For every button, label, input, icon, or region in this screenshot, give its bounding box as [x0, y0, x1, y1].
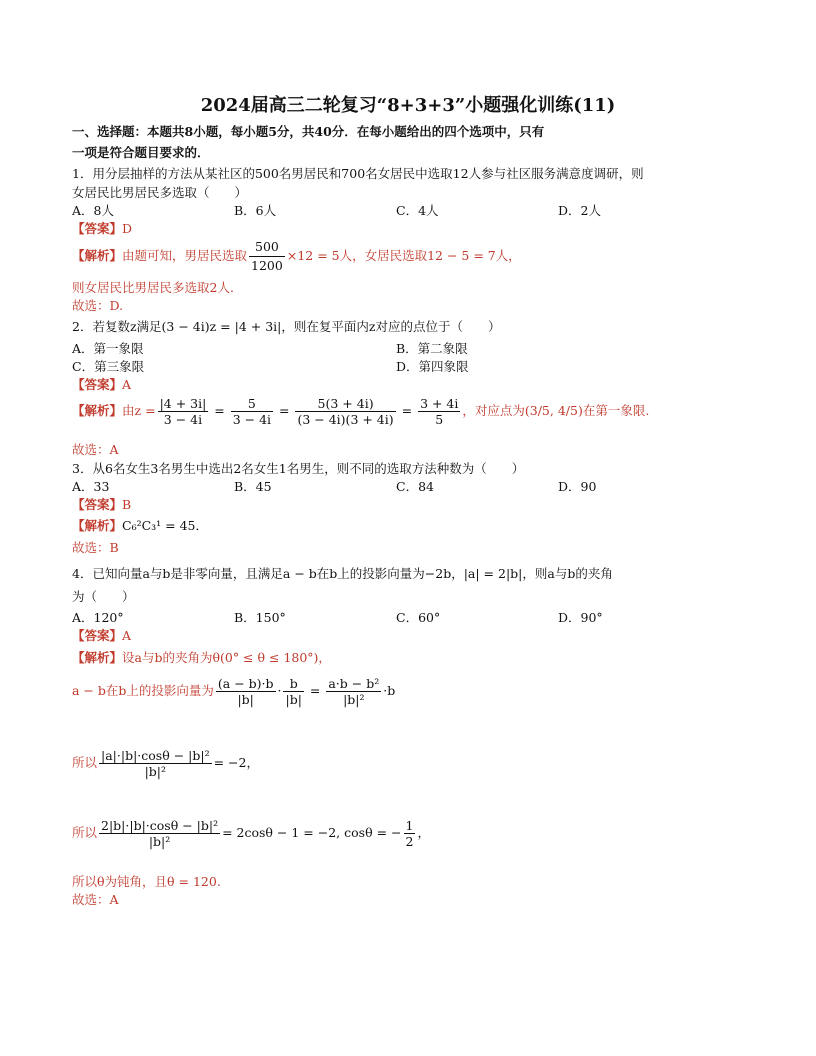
q3-answer-row — [72, 497, 131, 513]
q4-stem-line1: 4．已知向量a与b是非零向量，且满足a − b在b上的投影向量为−2b，|a| = 2|b|，则a与b的夹角 — [72, 566, 613, 581]
section-heading-line1: 一、选择题：本题共8小题，每小题5分，共40分．在每小题给出的四个选项中，只有 — [72, 124, 545, 139]
q1-analysis — [72, 238, 521, 275]
q2-choose: 故选：A — [72, 442, 119, 457]
q4-option-b: B．150° — [234, 610, 286, 625]
q4-proj-frac2-den: |b| — [285, 692, 302, 707]
q1-fraction — [249, 238, 285, 275]
q2-option-c: C．第三象限 — [72, 359, 145, 374]
q4-so2-half-num: 1 — [405, 818, 414, 833]
q4-projection: a − b在b上的投影向量为 $\frac{(a - b)\cdot b}{|b|}$ · $\frac{b}{|b|}$ = $\frac{\text{a·b − b²}}{\text{|b|²}}$ ·b — [72, 676, 396, 707]
q2-stem: 2．若复数z满足(3 − 4i)z = |4 + 3i|，则在复平面内z对应的点位于（ ） — [72, 319, 501, 334]
analysis-label: 【解析】 — [72, 518, 123, 533]
page-title: 2024届高三二轮复习“8+3+3”小题强化训练(11) — [200, 95, 616, 116]
q4-so1-num: |a|·|b|·cosθ − |b|² — [101, 748, 210, 763]
answer-label: 【答案】 — [72, 221, 123, 236]
q4-so1 — [72, 748, 259, 779]
q1-analysis-pre: 由题可知，男居民选取 — [122, 248, 248, 263]
answer-label: 【答案】 — [72, 377, 123, 392]
q4-proj-frac1-den: |b| — [237, 692, 254, 707]
q3-option-a: A．33 — [72, 479, 110, 494]
analysis-label: 【解析】 — [72, 650, 123, 665]
q2-analysis: 【解析】由z = $\frac{|4 + 3i|}{3 - 4i}$ = $\frac{5}{3 - 4i}$ = $\frac{5(3 + 4i)}{(3 - 4i)(3 + 4i)}$ = $\frac{3 + 4i}{5}$ ，对应点为(3/5, 4/5)在第一象限. — [72, 396, 650, 427]
q1-answer-row — [72, 221, 132, 237]
q2-frac4-num: 3 + 4i — [420, 396, 459, 411]
q4-analysis-line1: 设a与b的夹角为θ(0° ≤ θ ≤ 180°)， — [122, 650, 331, 665]
q4-proj-frac3-num: a·b − b² — [328, 676, 380, 691]
q2-frac3-den: (3 − 4i)(3 + 4i) — [297, 412, 394, 427]
q4-answer: A — [122, 628, 132, 643]
q4-so2-pre: 所以 — [72, 825, 98, 840]
q2-answer-row — [72, 377, 131, 393]
q3-analysis: C₆²C₃¹ = 45． — [122, 518, 209, 533]
q3-stem: 3．从6名女生3名男生中选出2名女生1名男生，则不同的选取方法种数为（ ） — [72, 461, 525, 476]
q4-proj-pre: a − b在b上的投影向量为 — [72, 683, 214, 698]
q4-so2-end: ， — [417, 825, 430, 840]
q1-option-c: C．4人 — [396, 203, 439, 218]
q4-proj-post: ·b — [383, 683, 396, 698]
q3-answer: B — [122, 497, 132, 512]
q2-frac3 — [295, 396, 395, 427]
q4-proj-frac2-num: b — [283, 676, 303, 692]
q2-option-a: A．第一象限 — [72, 341, 144, 356]
q1-analysis-line2: 则女居民比男居民多选取2人. — [72, 280, 234, 295]
q4-so2-half-den: 2 — [405, 834, 414, 849]
q2-option-d: D．第四象限 — [396, 359, 469, 374]
q2-frac2-num: 5 — [231, 396, 273, 412]
q2-frac1 — [158, 396, 209, 427]
q4-so2-num: 2|b|·|b|·cosθ − |b|² — [101, 818, 219, 833]
q4-choose: 故选：A — [72, 892, 119, 907]
q1-stem-line2: 女居民比男居民多选取（ ） — [72, 185, 248, 200]
q2-option-b: B．第二象限 — [396, 341, 468, 356]
q1-analysis-mid: ×12 = 5人，女居民选取12 − 5 = 7人， — [286, 248, 521, 263]
q2-analysis-pre: 由z = — [122, 403, 156, 418]
q4-answer-row — [72, 628, 131, 644]
q1-choose: 故选：D. — [72, 298, 124, 313]
q4-proj-frac3 — [326, 676, 381, 707]
q4-option-c: C．60° — [396, 610, 441, 625]
q3-option-b: B．45 — [234, 479, 272, 494]
q2-frac4 — [418, 396, 460, 427]
q4-proj-frac3-den: |b|² — [343, 692, 365, 707]
analysis-label: 【解析】 — [72, 403, 123, 418]
q4-stem-line2: 为（ ） — [72, 589, 135, 604]
q4-so2-post: = 2cosθ − 1 = −2, cosθ = − — [222, 825, 402, 840]
q3-choose: 故选：B — [72, 540, 119, 555]
q1-frac-den: 1200 — [251, 258, 283, 273]
q2-frac2-den: 3 − 4i — [232, 412, 272, 427]
q1-option-d: D．2人 — [558, 203, 601, 218]
q4-proj-frac1 — [216, 676, 276, 707]
q2-frac1-den: 3 − 4i — [163, 412, 203, 427]
q4-so1-den: |b|² — [144, 764, 167, 779]
q2-analysis-post: ，对应点为(3/5, 4/5)在第一象限. — [462, 403, 650, 418]
q4-so2-half — [404, 818, 416, 849]
q3-analysis-row — [72, 518, 208, 534]
q1-answer: D — [122, 221, 133, 236]
q4-so1-frac — [99, 748, 212, 779]
analysis-label: 【解析】 — [72, 248, 123, 263]
q2-frac3-num: 5(3 + 4i) — [295, 396, 395, 412]
section-heading-line2: 一项是符合题目要求的． — [72, 145, 210, 160]
q1-option-b: B．6人 — [234, 203, 277, 218]
q4-proj-frac2 — [283, 676, 303, 707]
q3-option-c: C．84 — [396, 479, 434, 494]
answer-label: 【答案】 — [72, 497, 123, 512]
q4-so1-post: = −2， — [213, 755, 259, 770]
q1-stem-line1: 1．用分层抽样的方法从某社区的500名男居民和700名女居民中选取12人参与社区服务满意度调研，则 — [72, 166, 644, 181]
q2-frac2 — [231, 396, 273, 427]
q4-option-a: A．120° — [72, 610, 124, 625]
q4-option-d: D．90° — [558, 610, 603, 625]
q1-frac-num: 500 — [249, 238, 285, 257]
q2-frac1-num: |4 + 3i| — [159, 396, 207, 411]
q1-option-a: A．8人 — [72, 203, 114, 218]
q4-so1-pre: 所以 — [72, 755, 98, 770]
q4-so2-frac — [99, 818, 220, 849]
q4-analysis-row — [72, 650, 331, 666]
q3-option-d: D．90 — [558, 479, 597, 494]
q4-proj-frac1-num: (a − b)·b — [217, 676, 274, 691]
q4-conclusion: 所以θ为钝角，且θ = 120. — [72, 874, 221, 889]
q4-so2 — [72, 818, 430, 849]
answer-label: 【答案】 — [72, 628, 123, 643]
q2-frac4-den: 5 — [435, 412, 444, 427]
q2-answer: A — [122, 377, 132, 392]
q4-so2-den: |b|² — [148, 834, 171, 849]
